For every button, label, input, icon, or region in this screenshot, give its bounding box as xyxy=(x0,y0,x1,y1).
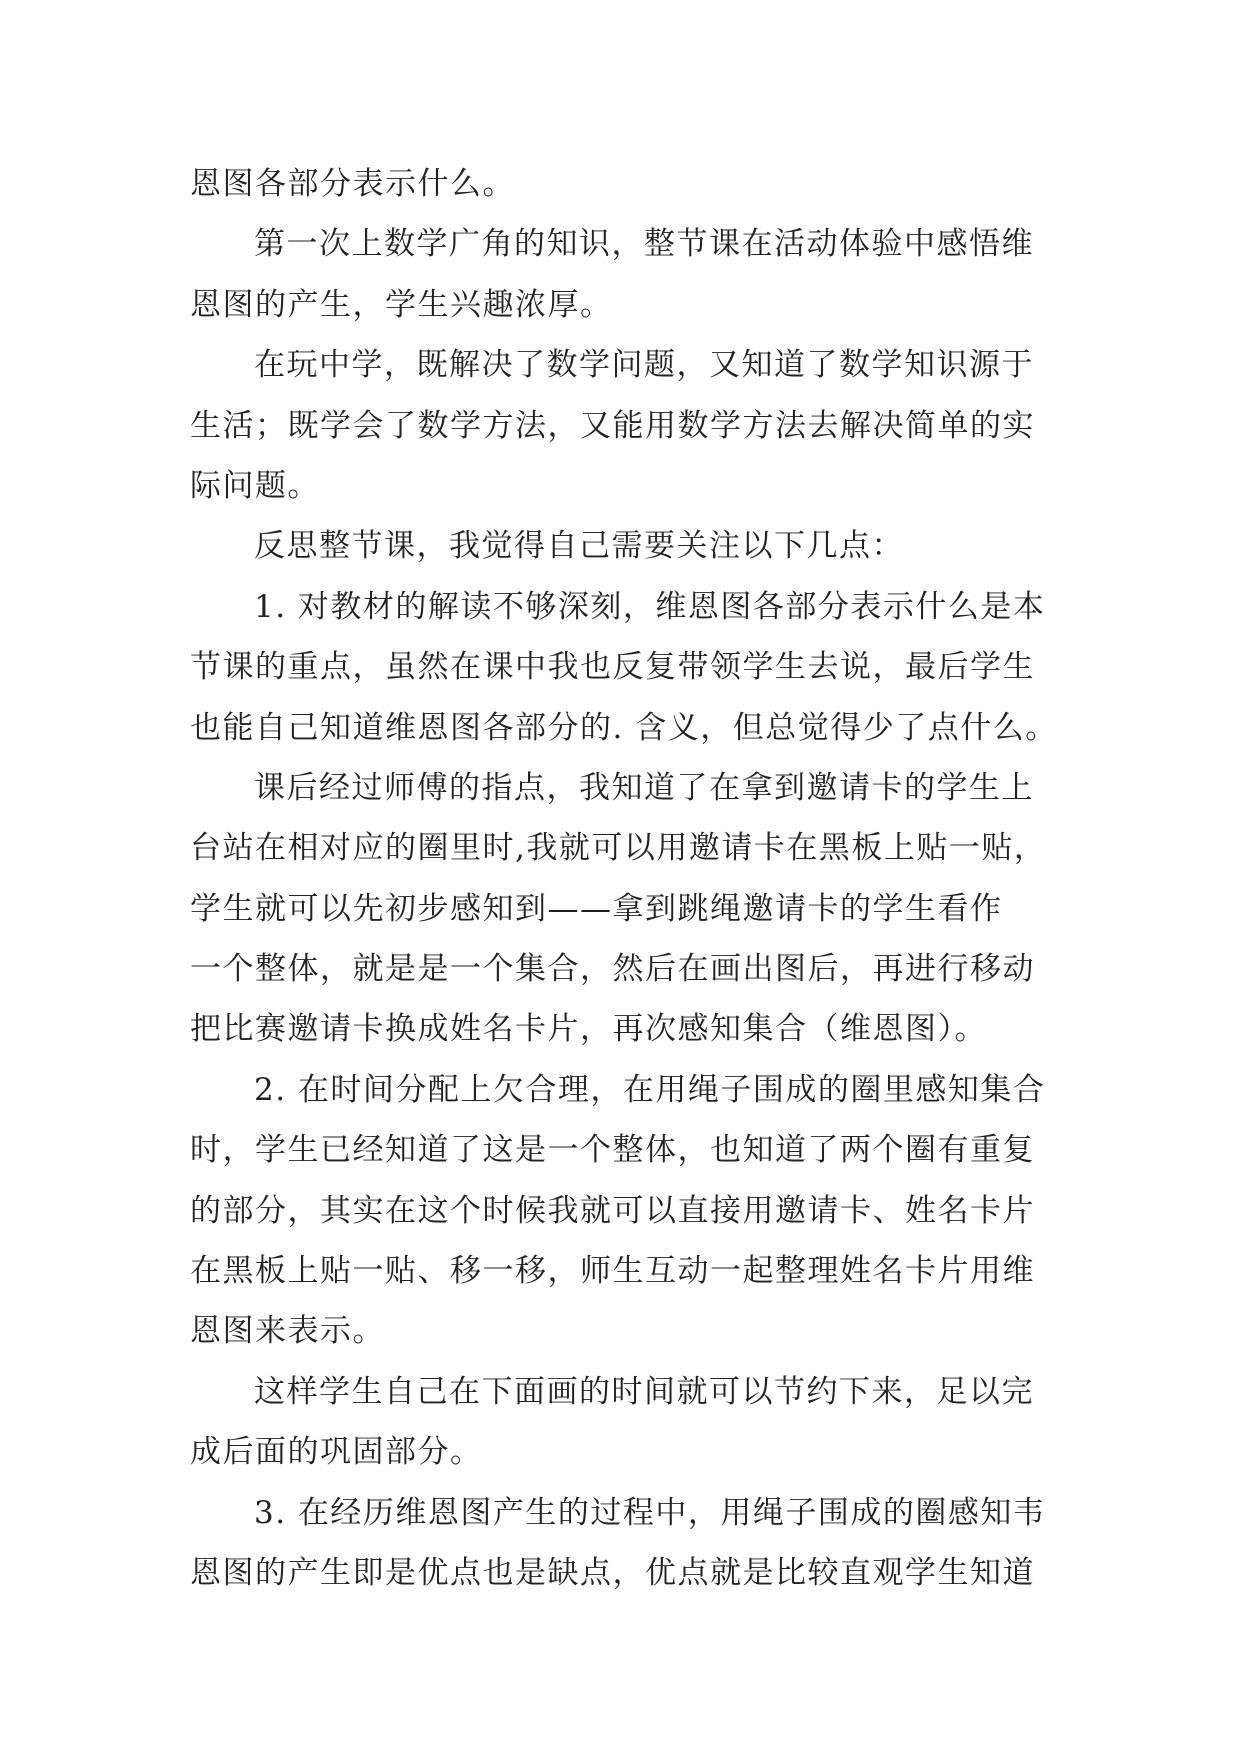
text-line: 学生就可以先初步感知到——拿到跳绳邀请卡的学生看作 xyxy=(190,890,1003,927)
text-line: 节课的重点，虽然在课中我也反复带领学生去说，最后学生 xyxy=(190,649,1035,686)
text-line: 第一次上数学广角的知识，整节课在活动体验中感悟维 xyxy=(254,226,1034,263)
text-line: 恩图的产生，学生兴趣浓厚。 xyxy=(190,286,613,323)
text-line: 把比赛邀请卡换成姓名卡片，再次感知集合（维恩图）。 xyxy=(190,1011,987,1048)
text-line: 时，学生已经知道了这是一个整体，也知道了两个圈有重复 xyxy=(190,1132,1035,1169)
text-line: 恩图各部分表示什么。 xyxy=(190,166,515,202)
text-line: 一个整体，就是是一个集合，然后在画出图后，再进行移动 xyxy=(190,951,1035,988)
body-text xyxy=(190,154,1090,1603)
text-line: 生活；既学会了数学方法，又能用数学方法去解决简单的实 xyxy=(190,407,1035,444)
text-line: 课后经过师傅的指点，我知道了在拿到邀请卡的学生上 xyxy=(254,769,1034,806)
text-line: 际问题。 xyxy=(190,467,320,504)
text-line: 3. 在经历维恩图产生的过程中，用绳子围成的圈感知韦 xyxy=(254,1494,1046,1531)
text-line: 2. 在时间分配上欠合理，在用绳子围成的圈里感知集合 xyxy=(254,1071,1046,1108)
text-line: 也能自己知道维恩图各部分的. 含义，但总觉得少了点什么。 xyxy=(190,709,1058,746)
text-line: 这样学生自己在下面画的时间就可以节约下来，足以完 xyxy=(254,1373,1034,1410)
text-line: 成后面的巩固部分。 xyxy=(190,1434,483,1471)
text-line: 在黑板上贴一贴、移一移，师生互动一起整理姓名卡片用维 xyxy=(190,1253,1035,1290)
text-line: 1. 对教材的解读不够深刻，维恩图各部分表示什么是本 xyxy=(254,588,1046,625)
text-line: 恩图来表示。 xyxy=(190,1313,385,1350)
text-line: 恩图的产生即是优点也是缺点，优点就是比较直观学生知道 xyxy=(190,1554,1035,1591)
text-line: 的部分，其实在这个时候我就可以直接用邀请卡、姓名卡片 xyxy=(190,1192,1035,1229)
text-line: 反思整节课，我觉得自己需要关注以下几点： xyxy=(254,528,904,565)
text-line: 台站在相对应的圈里时,我就可以用邀请卡在黑板上贴一贴， xyxy=(190,830,1047,867)
text-line: 在玩中学，既解决了数学问题，又知道了数学知识源于 xyxy=(254,347,1034,384)
